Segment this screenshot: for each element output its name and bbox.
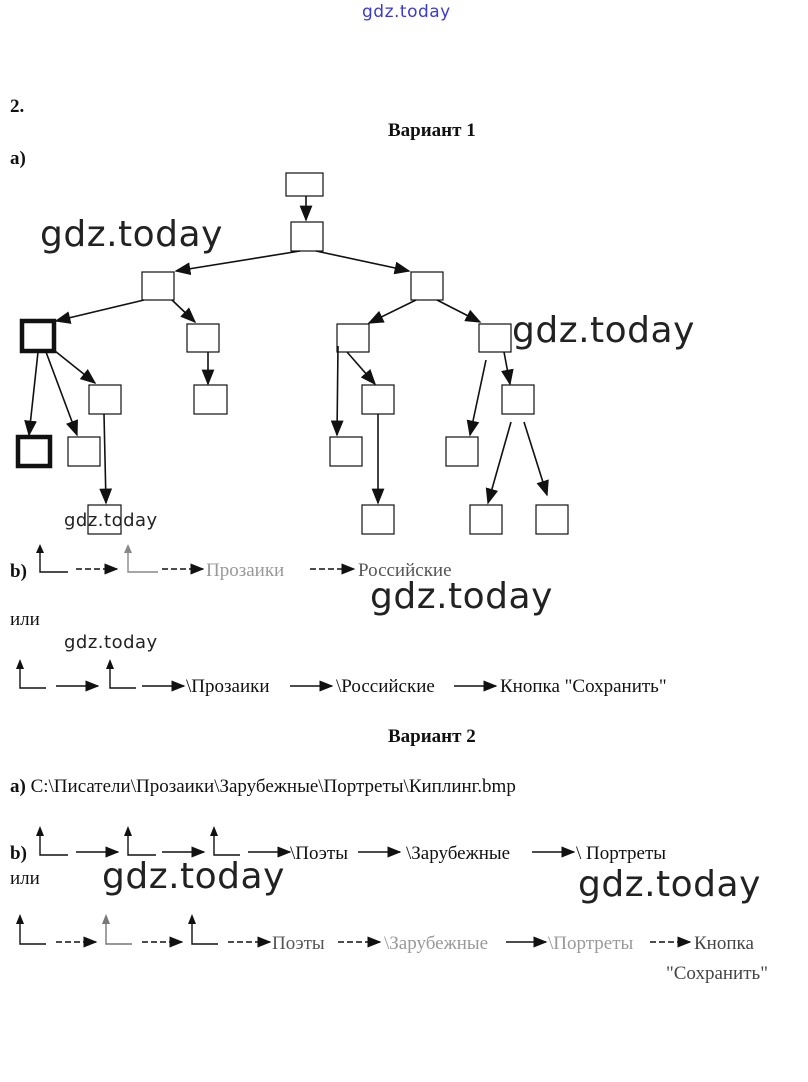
watermark: gdz.today <box>40 214 223 255</box>
watermark: gdz.today <box>64 510 158 531</box>
nav-step: \ Портреты <box>576 843 667 864</box>
nav-step: Поэты <box>272 933 325 954</box>
file-path: C:\Писатели\Прозаики\Зарубежные\Портреты\Киплинг.bmp <box>30 776 516 797</box>
variant1-or: или <box>10 609 40 630</box>
watermark: gdz.today <box>102 856 285 897</box>
nav-step: \Портреты <box>548 933 634 954</box>
variant1-part-a: а) <box>10 148 26 169</box>
save-button-label: Кнопка <box>694 933 754 954</box>
nav-step: \Российские <box>336 676 435 697</box>
watermark: gdz.today <box>64 632 158 653</box>
nav-step: \Прозаики <box>186 676 270 697</box>
nav-step: \Зарубежные <box>384 933 489 954</box>
variant2-part-b: b) <box>10 843 27 864</box>
watermark: gdz.today <box>578 864 761 905</box>
save-button-label: "Сохранить" <box>666 963 768 984</box>
nav-step: \Зарубежные <box>406 843 511 864</box>
watermark: gdz.today <box>370 576 553 617</box>
variant2-part-a: а) <box>10 776 26 797</box>
watermark-top: gdz.today <box>362 2 451 22</box>
nav-step: \Поэты <box>290 843 348 864</box>
nav-step: Российские <box>358 560 452 581</box>
save-button-label: Кнопка "Сохранить" <box>500 676 667 697</box>
nav-step: Прозаики <box>206 560 285 581</box>
variant1-title: Вариант 1 <box>388 120 476 141</box>
variant2-or: или <box>10 868 40 889</box>
task-number: 2. <box>10 96 25 117</box>
variant1-part-b: b) <box>10 561 27 582</box>
variant2-title: Вариант 2 <box>388 726 476 747</box>
watermark: gdz.today <box>512 310 695 351</box>
